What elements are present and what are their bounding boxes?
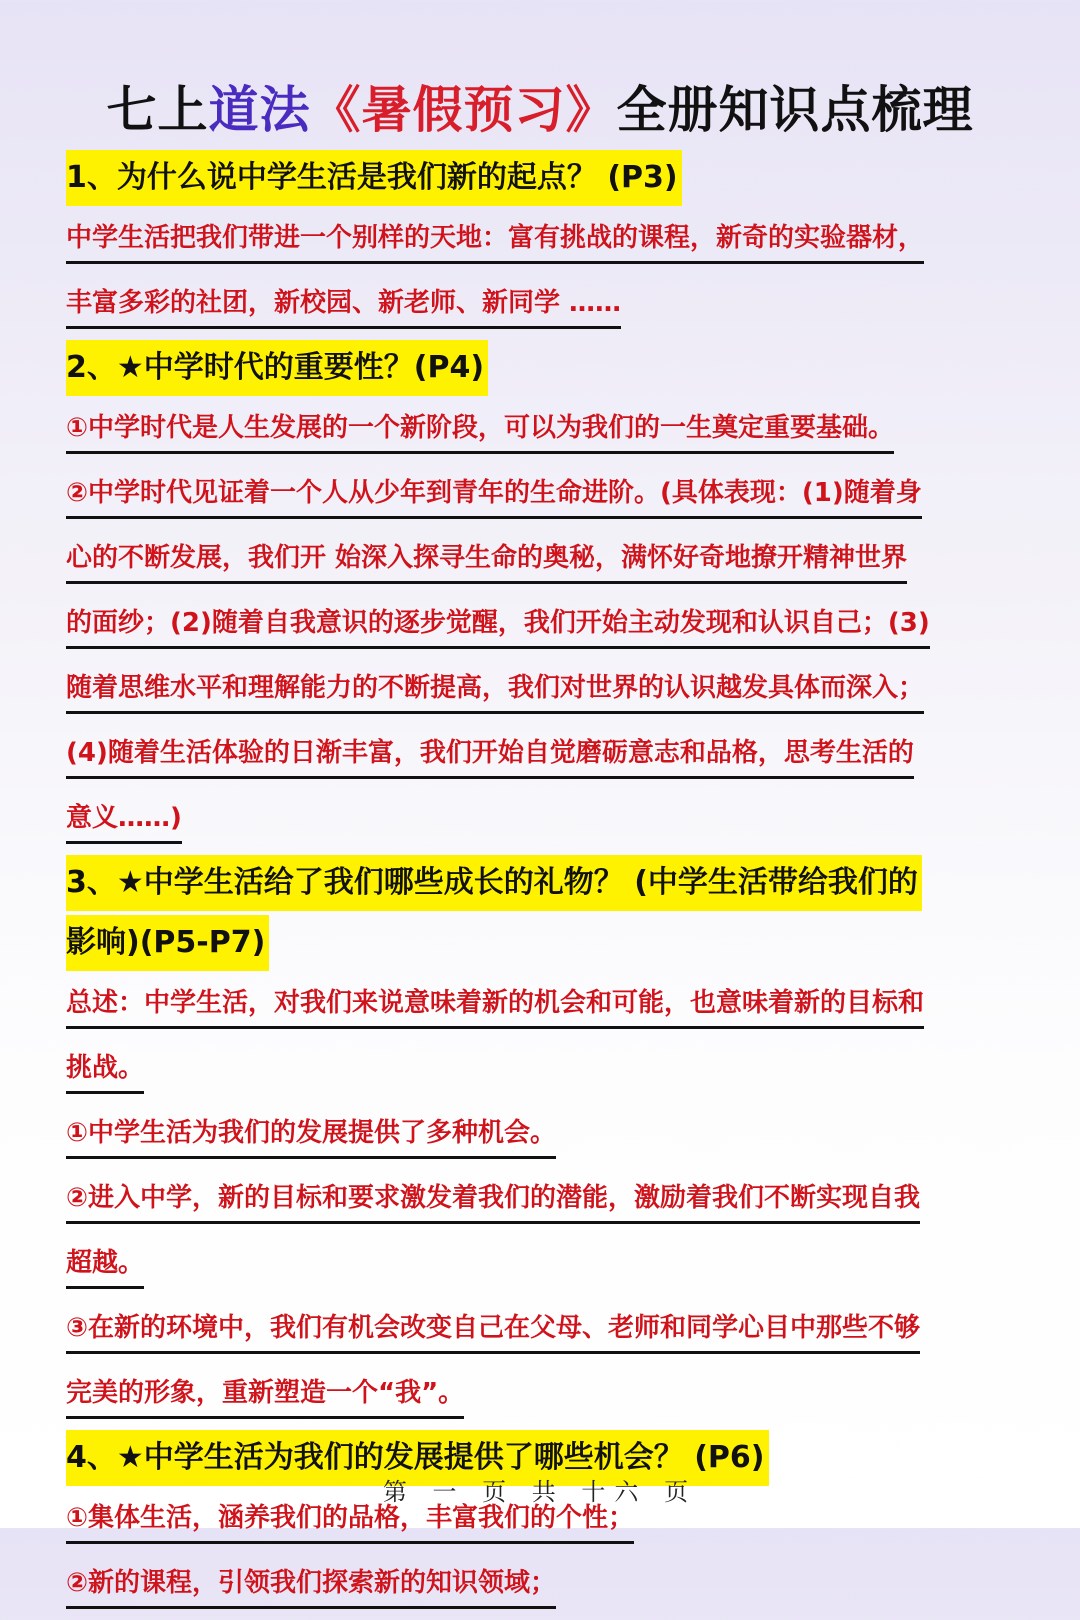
answer-line: ②进入中学，新的目标和要求激发着我们的潜能，激励着我们不断实现自我 (66, 1175, 920, 1224)
answer-line: 完美的形象，重新塑造一个“我”。 (66, 1370, 464, 1419)
answer-line: 随着思维水平和理解能力的不断提高，我们对世界的认识越发具体而深入； (66, 665, 924, 714)
question-heading-cont: 影响)(P5-P7) (66, 915, 269, 971)
answer-line: ②中学时代见证着一个人从少年到青年的生命进阶。(具体表现：(1)随着身 (66, 470, 922, 519)
answer-line: 心的不断发展，我们开 始深入探寻生命的奥秘，满怀好奇地撩开精神世界 (66, 535, 907, 584)
answer-line: 总述：中学生活，对我们来说意味着新的机会和可能，也意味着新的目标和 (66, 980, 924, 1029)
answer-line: 的面纱；(2)随着自我意识的逐步觉醒，我们开始主动发现和认识自己；(3) (66, 600, 930, 649)
answer-block (66, 1490, 1016, 1620)
answer-block (66, 975, 1016, 1430)
section-q4 (66, 1430, 1016, 1620)
title-part-4: 全册知识点梳理 (616, 80, 974, 139)
title-part-3: 《暑假预习》 (310, 80, 617, 139)
answer-line: 丰富多彩的社团，新校园、新老师、新同学 …… (66, 280, 621, 329)
section-q3 (66, 855, 1016, 1430)
answer-line: ①集体生活，涵养我们的品格，丰富我们的个性； (66, 1495, 634, 1544)
answer-line: 意义……) (66, 795, 182, 844)
title-part-1: 七上 (106, 80, 209, 139)
title-part-2: 道法 (208, 80, 311, 139)
answer-block (66, 400, 1016, 855)
answer-line: 中学生活把我们带进一个别样的天地：富有挑战的课程，新奇的实验器材， (66, 215, 924, 264)
answer-line: 超越。 (66, 1240, 144, 1289)
question-heading: 4、★中学生活为我们的发展提供了哪些机会？ (P6) (66, 1430, 769, 1486)
page-footer: 第 一 页 共 十六 页 (382, 1478, 698, 1506)
answer-block (66, 210, 1016, 340)
question-heading: 1、为什么说中学生活是我们新的起点？ (P3) (66, 150, 682, 206)
question-heading: 3、★中学生活给了我们哪些成长的礼物？ (中学生活带给我们的 (66, 855, 922, 911)
page-title (0, 78, 1080, 142)
section-q2 (66, 340, 1016, 855)
answer-line: ③在新的环境中，我们有机会改变自己在父母、老师和同学心目中那些不够 (66, 1305, 920, 1354)
answer-line: ①中学生活为我们的发展提供了多种机会。 (66, 1110, 556, 1159)
answer-line: ②新的课程，引领我们探索新的知识领域； (66, 1560, 556, 1609)
content (66, 150, 1016, 1620)
answer-line: (4)随着生活体验的日渐丰富，我们开始自觉磨砺意志和品格，思考生活的 (66, 730, 914, 779)
section-q1 (66, 150, 1016, 340)
question-heading: 2、★中学时代的重要性？(P4) (66, 340, 488, 396)
answer-line: 挑战。 (66, 1045, 144, 1094)
answer-line: ①中学时代是人生发展的一个新阶段，可以为我们的一生奠定重要基础。 (66, 405, 894, 454)
